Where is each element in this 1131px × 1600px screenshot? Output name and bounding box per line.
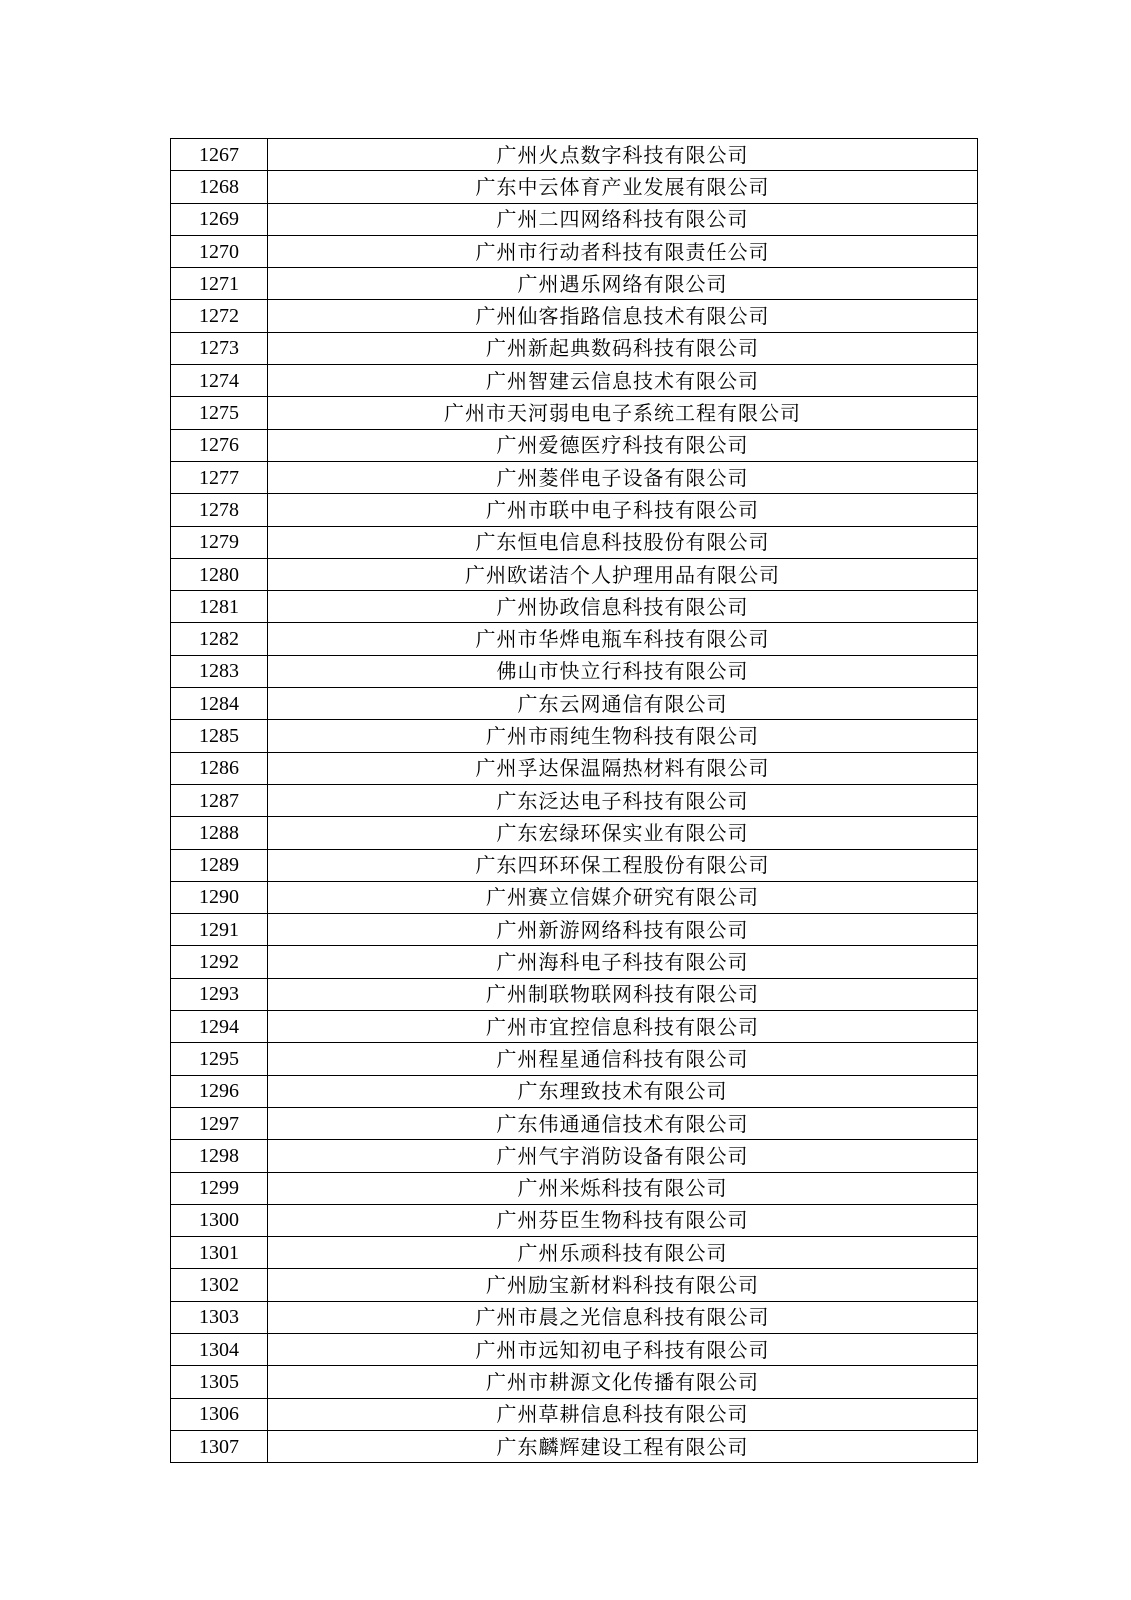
company-name-cell: 广东麟辉建设工程有限公司 [268,1430,978,1462]
table-row [171,1398,978,1430]
company-name-cell: 广州赛立信媒介研究有限公司 [268,881,978,913]
row-number-cell: 1290 [171,881,268,913]
company-name-cell: 广东四环环保工程股份有限公司 [268,849,978,881]
company-name-cell: 广州米烁科技有限公司 [268,1172,978,1204]
company-name-cell: 广州气宇消防设备有限公司 [268,1140,978,1172]
row-number-cell: 1288 [171,817,268,849]
company-name-cell: 广州智建云信息技术有限公司 [268,365,978,397]
row-number-cell: 1283 [171,655,268,687]
company-name-cell: 广州市联中电子科技有限公司 [268,494,978,526]
table-row [171,752,978,784]
table-row [171,817,978,849]
company-name-cell: 广州仙客指路信息技术有限公司 [268,300,978,332]
row-number-cell: 1281 [171,591,268,623]
company-name-cell: 广州爱德医疗科技有限公司 [268,429,978,461]
table-row [171,300,978,332]
row-number-cell: 1267 [171,139,268,171]
table-row [171,461,978,493]
row-number-cell: 1298 [171,1140,268,1172]
row-number-cell: 1273 [171,332,268,364]
table-row [171,1204,978,1236]
table-row [171,1333,978,1365]
table-row [171,171,978,203]
company-name-cell: 广州市华烨电瓶车科技有限公司 [268,623,978,655]
company-name-cell: 广州市晨之光信息科技有限公司 [268,1301,978,1333]
row-number-cell: 1295 [171,1043,268,1075]
company-table [170,138,978,1463]
row-number-cell: 1292 [171,946,268,978]
table-row [171,1237,978,1269]
table-row [171,1269,978,1301]
table-row [171,332,978,364]
row-number-cell: 1287 [171,784,268,816]
row-number-cell: 1271 [171,268,268,300]
table-row [171,494,978,526]
row-number-cell: 1297 [171,1107,268,1139]
row-number-cell: 1301 [171,1237,268,1269]
table-row [171,978,978,1010]
table-row [171,784,978,816]
table-row [171,720,978,752]
table-row [171,268,978,300]
table-row [171,365,978,397]
company-name-cell: 广东云网通信有限公司 [268,688,978,720]
row-number-cell: 1291 [171,914,268,946]
company-name-cell: 广东中云体育产业发展有限公司 [268,171,978,203]
row-number-cell: 1306 [171,1398,268,1430]
company-name-cell: 广州市行动者科技有限责任公司 [268,235,978,267]
company-name-cell: 广州菱伴电子设备有限公司 [268,461,978,493]
company-name-cell: 广东伟通通信技术有限公司 [268,1107,978,1139]
company-name-cell: 广州市宜控信息科技有限公司 [268,1011,978,1043]
company-name-cell: 广州市耕源文化传播有限公司 [268,1366,978,1398]
row-number-cell: 1296 [171,1075,268,1107]
row-number-cell: 1272 [171,300,268,332]
table-row [171,914,978,946]
row-number-cell: 1276 [171,429,268,461]
table-row [171,558,978,590]
table-row [171,655,978,687]
company-name-cell: 广州火点数字科技有限公司 [268,139,978,171]
company-name-cell: 广州孚达保温隔热材料有限公司 [268,752,978,784]
table-row [171,1430,978,1462]
company-name-cell: 广州遇乐网络有限公司 [268,268,978,300]
table-row [171,1011,978,1043]
row-number-cell: 1284 [171,688,268,720]
company-name-cell: 广州市天河弱电电子系统工程有限公司 [268,397,978,429]
company-name-cell: 广州新游网络科技有限公司 [268,914,978,946]
company-name-cell: 广东恒电信息科技股份有限公司 [268,526,978,558]
company-name-cell: 广东宏绿环保实业有限公司 [268,817,978,849]
row-number-cell: 1282 [171,623,268,655]
table-row [171,688,978,720]
table-row [171,1366,978,1398]
table-row [171,429,978,461]
company-name-cell: 广州协政信息科技有限公司 [268,591,978,623]
row-number-cell: 1300 [171,1204,268,1236]
table-row [171,526,978,558]
table-row [171,139,978,171]
table-row [171,1043,978,1075]
company-name-cell: 广州二四网络科技有限公司 [268,203,978,235]
row-number-cell: 1286 [171,752,268,784]
row-number-cell: 1280 [171,558,268,590]
table-row [171,235,978,267]
company-name-cell: 广东泛达电子科技有限公司 [268,784,978,816]
row-number-cell: 1302 [171,1269,268,1301]
company-name-cell: 广州芬臣生物科技有限公司 [268,1204,978,1236]
company-name-cell: 广州海科电子科技有限公司 [268,946,978,978]
row-number-cell: 1304 [171,1333,268,1365]
company-table-body [171,139,978,1463]
company-name-cell: 广州新起典数码科技有限公司 [268,332,978,364]
row-number-cell: 1289 [171,849,268,881]
table-row [171,591,978,623]
row-number-cell: 1285 [171,720,268,752]
row-number-cell: 1268 [171,171,268,203]
row-number-cell: 1305 [171,1366,268,1398]
row-number-cell: 1275 [171,397,268,429]
table-row [171,623,978,655]
table-row [171,881,978,913]
row-number-cell: 1278 [171,494,268,526]
company-name-cell: 广州市雨纯生物科技有限公司 [268,720,978,752]
company-name-cell: 广州欧诺洁个人护理用品有限公司 [268,558,978,590]
table-row [171,1140,978,1172]
company-name-cell: 广州制联物联网科技有限公司 [268,978,978,1010]
table-row [171,1107,978,1139]
row-number-cell: 1294 [171,1011,268,1043]
company-name-cell: 佛山市快立行科技有限公司 [268,655,978,687]
company-name-cell: 广州程星通信科技有限公司 [268,1043,978,1075]
table-row [171,1301,978,1333]
row-number-cell: 1279 [171,526,268,558]
table-row [171,1172,978,1204]
row-number-cell: 1293 [171,978,268,1010]
row-number-cell: 1307 [171,1430,268,1462]
row-number-cell: 1269 [171,203,268,235]
company-name-cell: 广州草耕信息科技有限公司 [268,1398,978,1430]
row-number-cell: 1274 [171,365,268,397]
company-name-cell: 广州励宝新材料科技有限公司 [268,1269,978,1301]
table-row [171,946,978,978]
row-number-cell: 1270 [171,235,268,267]
table-row [171,203,978,235]
table-row [171,849,978,881]
company-name-cell: 广州乐顽科技有限公司 [268,1237,978,1269]
table-row [171,397,978,429]
row-number-cell: 1277 [171,461,268,493]
row-number-cell: 1299 [171,1172,268,1204]
table-row [171,1075,978,1107]
company-name-cell: 广东理致技术有限公司 [268,1075,978,1107]
company-name-cell: 广州市远知初电子科技有限公司 [268,1333,978,1365]
row-number-cell: 1303 [171,1301,268,1333]
